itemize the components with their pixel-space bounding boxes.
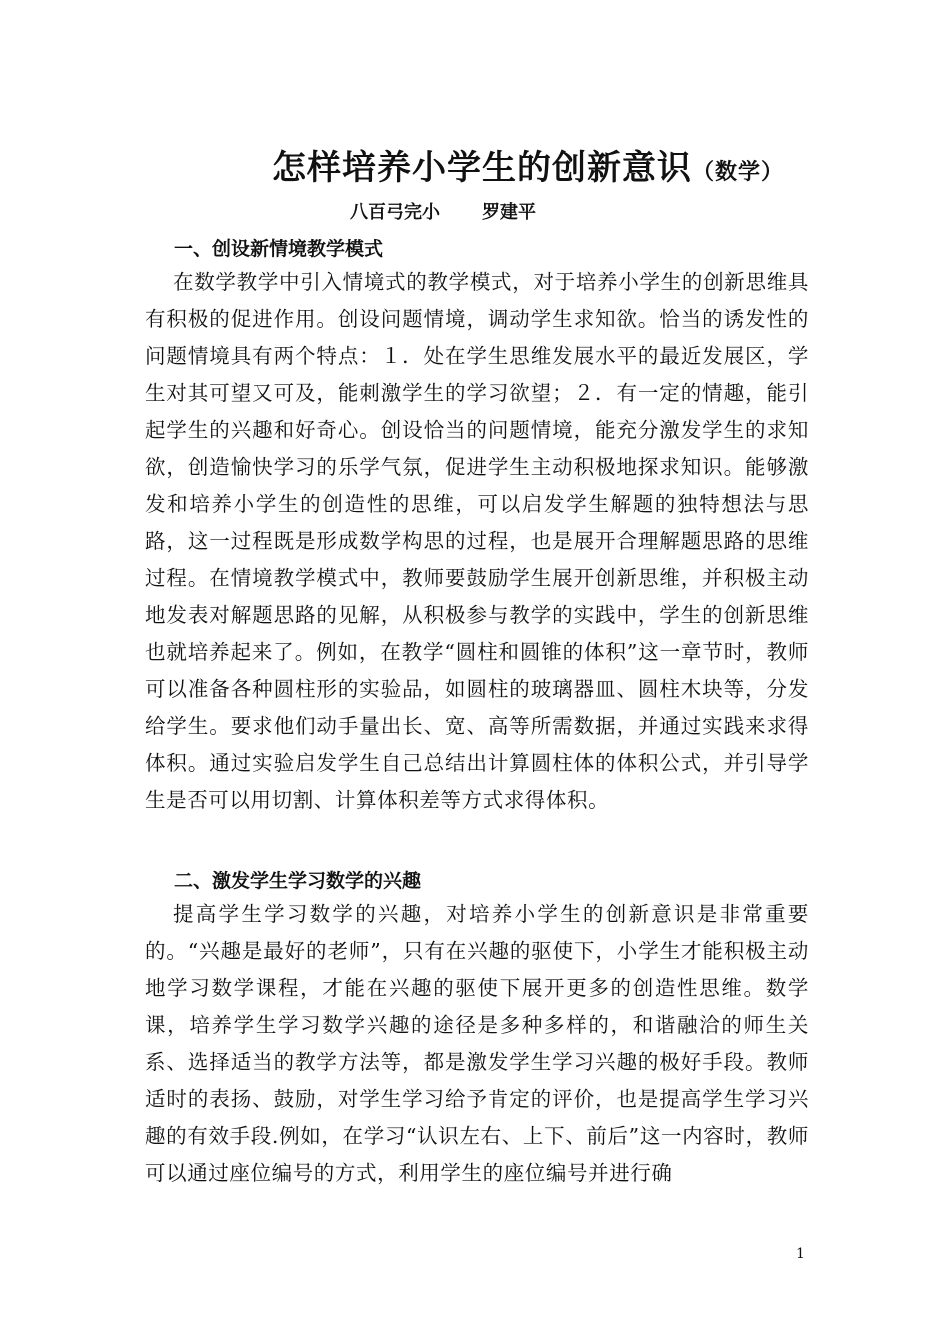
section-paragraph-1: 在数学教学中引入情境式的教学模式，对于培养小学生的创新思维具有积极的促进作用。创设问题情境，调动学生求知欲。恰当的诱发性的问题情境具有两个特点：１．处在学生思维发展水平的最近发展区，学生对其可望又可及，能刺激学生的学习欲望；２．有一定的情趣，能引起学生的兴趣和好奇心。创设恰当的问题情境，能充分激发学生的求知欲，创造愉快学习的乐学气氛，促进学生主动积极地探求知识。能够激发和培养小学生的创造性的思维，可以启发学生解题的独特想法与思路，这一过程既是形成数学构思的过程，也是展开合理解题思路的思维过程。在情境教学模式中，教师要鼓励学生展开创新思维，并积极主动地发表对解题思路的见解，从积极参与教学的实践中，学生的创新思维也就培养起来了。例如，在教学“圆柱和圆锥的体积”这一章节时，教师可以准备各种圆柱形的实验品，如圆柱的玻璃器皿、圆柱木块等，分发给学生。要求他们动手量出长、宽、高等所需数据，并通过实践来求得体积。通过实验启发学生自己总结出计算圆柱体的体积公式，并引导学生是否可以用切割、计算体积差等方式求得体积。 [145, 270, 809, 812]
section-heading-1: 一、创设新情境教学模式 [174, 238, 384, 260]
author-school: 八百弓完小 [350, 202, 440, 223]
page-number: 1 [796, 1246, 805, 1262]
document-title [272, 140, 784, 189]
author-line [350, 198, 536, 224]
section-heading-2: 二、激发学生学习数学的兴趣 [174, 870, 422, 892]
title-subject: （数学） [692, 159, 785, 185]
author-name: 罗建平 [482, 202, 536, 223]
section-paragraph-2: 提高学生学习数学的兴趣，对培养小学生的创新意识是非常重要的。“兴趣是最好的老师”，只有在兴趣的驱使下，小学生才能积极主动地学习数学课程，才能在兴趣的驱使下展开更多的创造性思维。数学课，培养学生学习数学兴趣的途径是多种多样的，和谐融洽的师生关系、选择适当的教学方法等，都是激发学生学习兴趣的极好手段。教师适时的表扬、鼓励，对学生学习给予肯定的评价，也是提高学生学习兴趣的有效手段.例如，在学习“认识左右、上下、前后”这一内容时，教师可以通过座位编号的方式，利用学生的座位编号并进行确 [145, 902, 809, 1185]
title-main: 怎样培养小学生的创新意识 [272, 148, 692, 188]
